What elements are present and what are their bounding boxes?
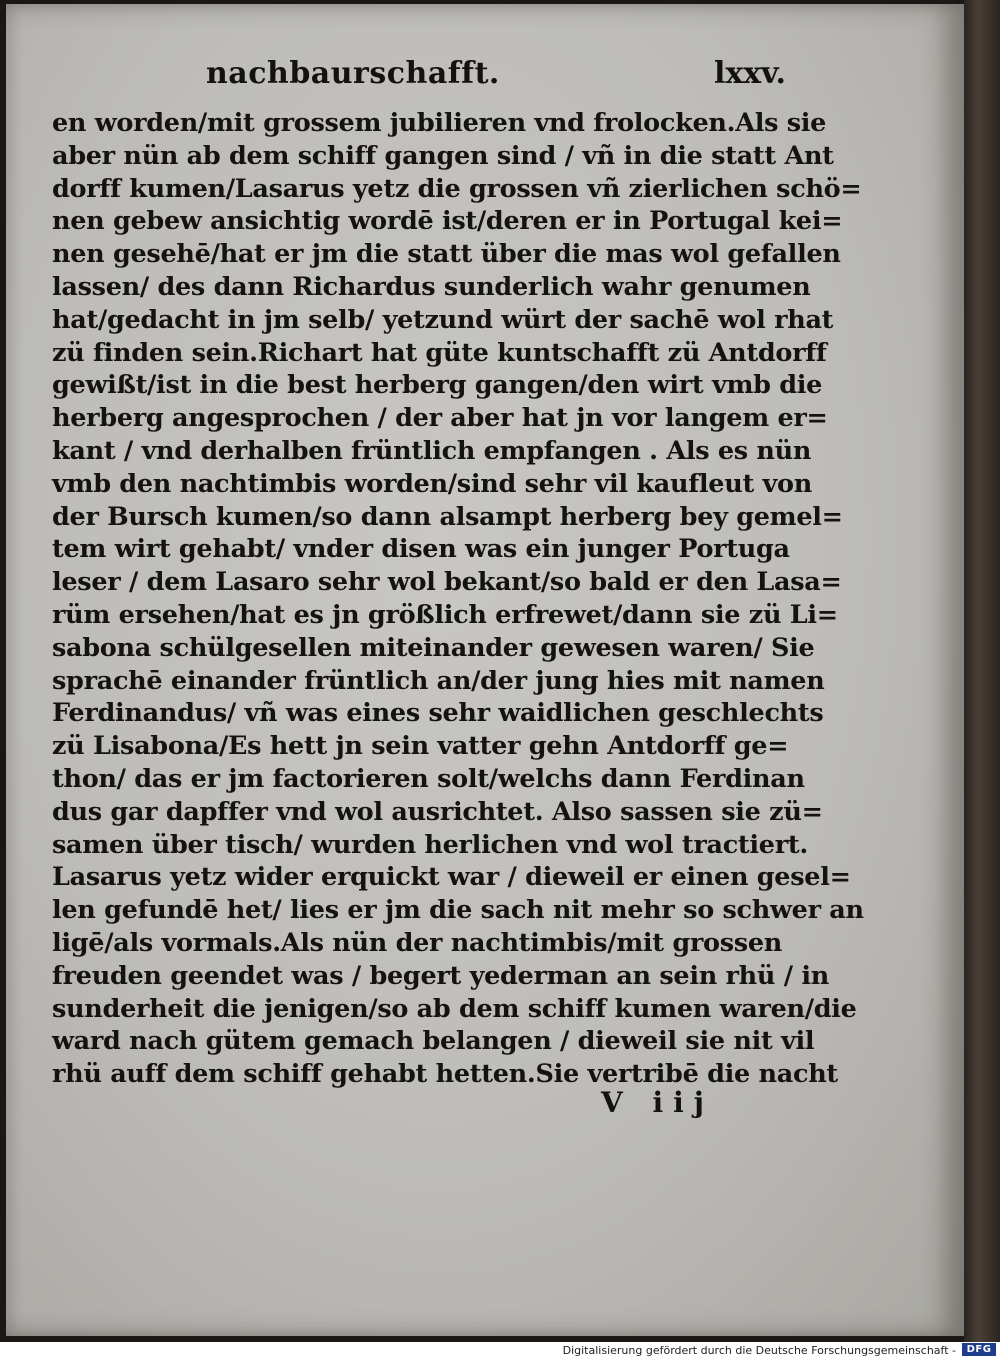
text-line: dorff kumen/Lasarus yetz die grossen vñ zierlichen schö= (52, 173, 862, 204)
text-line: sprachē einander früntlich an/der jung hies mit namen (52, 665, 825, 696)
book-page (6, 4, 964, 1336)
dfg-logo: DFG (962, 1343, 996, 1356)
text-line: dus gar dapffer vnd wol ausrichtet. Also sassen sie zü= (52, 796, 823, 827)
page-edge (964, 0, 1000, 1342)
footer-credit: Digitalisierung gefördert durch die Deutsche Forschungsgemeinschaft - (562, 1344, 956, 1357)
text-line: freuden geendet was / begert yederman an sein rhü / in (52, 960, 829, 991)
text-line: nen gebew ansichtig wordē ist/deren er in Portugal kei= (52, 206, 843, 237)
text-line: sabona schülgesellen miteinander gewesen waren/ Sie (52, 632, 815, 663)
text-line: zü finden sein.Richart hat güte kuntschafft zü Antdorff (52, 337, 827, 368)
text-line: lassen/ des dann Richardus sunderlich wahr genumen (52, 272, 811, 302)
text-line: aber nün ab dem schiff gangen sind / vñ in die statt Ant (52, 140, 834, 171)
text-line: vmb den nachtimbis worden/sind sehr vil kaufleut von (52, 468, 812, 499)
text-line: gewißt/ist in die best herberg gangen/den wirt vmb die (52, 370, 823, 401)
text-line: thon/ das er jm factorieren solt/welchs dann Ferdinan (52, 764, 805, 794)
text-line: kant / vnd derhalben früntlich empfangen . Als es nün (52, 436, 812, 466)
folio-number: lxxv. (713, 56, 786, 91)
text-line: herberg angesprochen / der aber hat jn vor langem er= (52, 403, 828, 434)
text-line: hat/gedacht in jm selb/ yetzund würt der sachē wol rhat (52, 304, 834, 335)
signature-mark: V iij (601, 1086, 714, 1119)
running-title: nachbaurschafft. (206, 56, 500, 91)
text-line: leser / dem Lasaro sehr wol bekant/so bald er den Lasa= (52, 567, 842, 598)
running-head (206, 56, 786, 102)
text-line: ward nach gütem gemach belangen / dieweil sie nit vil (52, 1026, 815, 1057)
text-line: rhü auff dem schiff gehabt hetten.Sie vertribē die nacht (52, 1059, 838, 1090)
text-line: samen über tisch/ wurden herlichen vnd wol tractiert. (52, 829, 808, 860)
text-line: len gefundē het/ lies er jm die sach nit mehr so schwer an (52, 895, 864, 926)
text-line: zü Lisabona/Es hett jn sein vatter gehn Antdorff ge= (52, 731, 789, 762)
text-line: Lasarus yetz wider erquickt war / dieweil er einen gesel= (52, 862, 851, 893)
text-line: ligē/als vormals.Als nün der nachtimbis/mit grossen (52, 928, 782, 958)
text-line: en worden/mit grossem jubilieren vnd frolocken.Als sie (52, 108, 827, 138)
text-line: Ferdinandus/ vñ was eines sehr waidlichen geschlechts (52, 698, 824, 729)
text-line: sunderheit die jenigen/so ab dem schiff kumen waren/die (52, 993, 857, 1024)
text-line: tem wirt gehabt/ vnder disen was ein junger Portuga (52, 534, 790, 565)
text-line: der Bursch kumen/so dann alsampt herberg bey gemel= (52, 501, 843, 532)
text-line: rüm ersehen/hat es jn größlich erfrewet/dann sie zü Li= (52, 600, 838, 630)
text-line: nen gesehē/hat er jm die statt über die mas wol gefallen (52, 239, 841, 270)
text-block (52, 106, 864, 1092)
